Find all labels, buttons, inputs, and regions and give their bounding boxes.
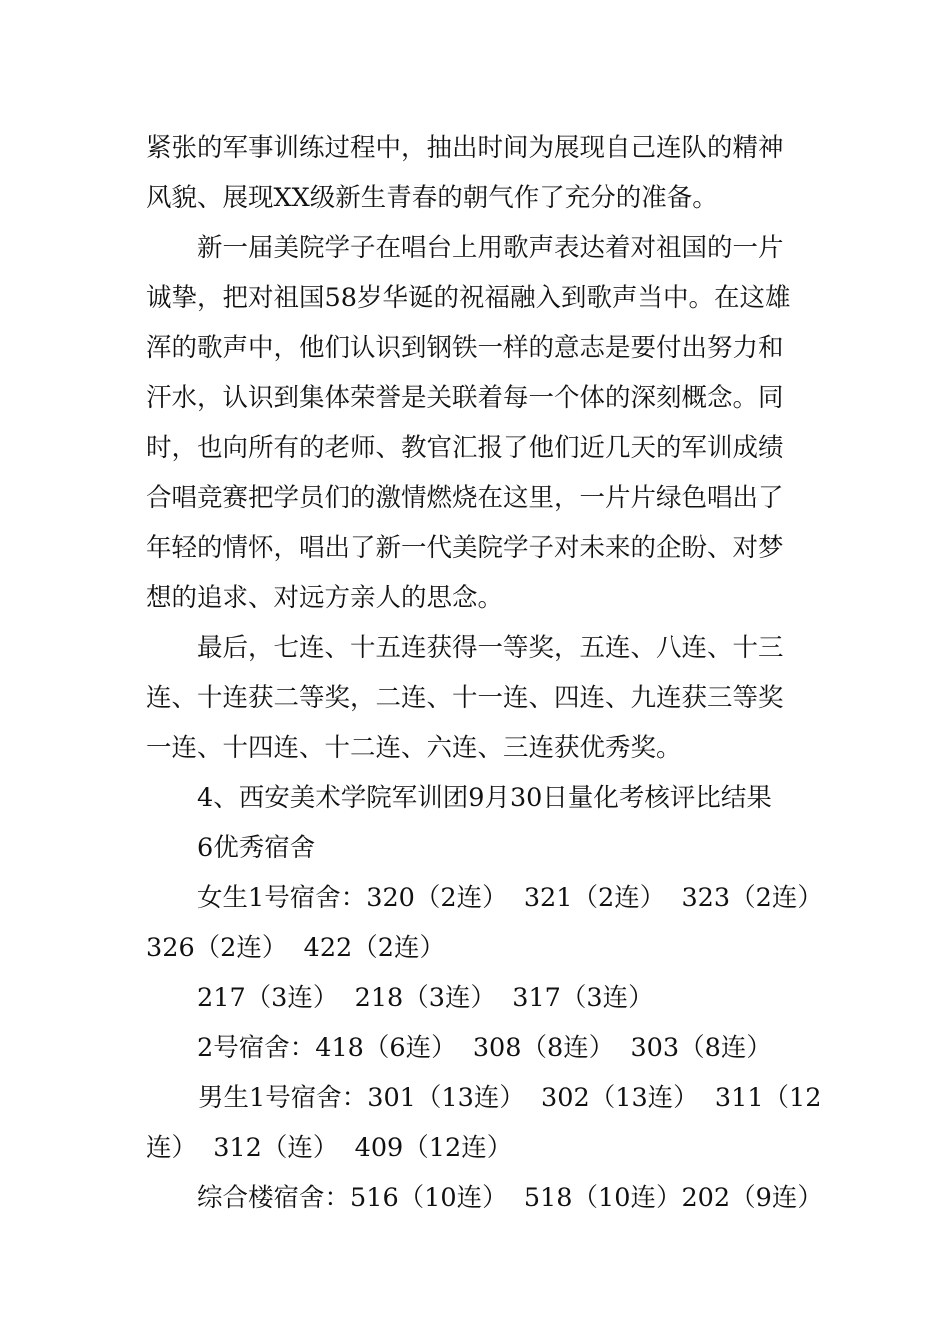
paragraph-start: 新一届美院学子在唱台上用歌声表达着对祖国的一片 <box>197 233 784 263</box>
document-page <box>146 123 823 1223</box>
dorm-list-item: 男生1号宿舍：301（13连） 302（13连） 311（12 <box>198 1083 822 1113</box>
dorm-list-continuation: 连） 312（连） 409（12连） <box>146 1133 513 1163</box>
subsection-heading: 6优秀宿舍 <box>197 833 316 863</box>
text-line: 想的追求、对远方亲人的思念。 <box>146 583 504 613</box>
section-heading: 4、西安美术学院军训团9月30日量化考核评比结果 <box>197 783 772 813</box>
dorm-list-continuation: 326（2连） 422（2连） <box>146 933 446 963</box>
text-line: 年轻的情怀，唱出了新一代美院学子对未来的企盼、对梦 <box>146 533 784 563</box>
text-line: 风貌、展现XX级新生青春的朝气作了充分的准备。 <box>146 183 718 213</box>
text-line: 紧张的军事训练过程中，抽出时间为展现自己连队的精神 <box>146 133 784 163</box>
dorm-list-item: 217（3连） 218（3连） 317（3连） <box>197 983 654 1013</box>
text-line: 合唱竞赛把学员们的激情燃烧在这里，一片片绿色唱出了 <box>146 483 784 513</box>
text-line: 时，也向所有的老师、教官汇报了他们近几天的军训成绩 <box>146 433 784 463</box>
text-line: 一连、十四连、十二连、六连、三连获优秀奖。 <box>146 733 682 763</box>
text-line: 浑的歌声中，他们认识到钢铁一样的意志是要付出努力和 <box>146 333 784 363</box>
text-line: 汗水，认识到集体荣誉是关联着每一个体的深刻概念。同 <box>146 383 784 413</box>
paragraph-start: 最后，七连、十五连获得一等奖，五连、八连、十三 <box>197 633 784 663</box>
dorm-list-item: 女生1号宿舍：320（2连） 321（2连） 323（2连） <box>197 883 823 913</box>
text-line: 连、十连获二等奖，二连、十一连、四连、九连获三等奖 <box>146 683 784 713</box>
text-line: 诚挚，把对祖国58岁华诞的祝福融入到歌声当中。在这雄 <box>146 283 791 313</box>
dorm-list-item: 2号宿舍：418（6连） 308（8连） 303（8连） <box>197 1033 772 1063</box>
dorm-list-item: 综合楼宿舍：516（10连） 518（10连）202（9连） <box>197 1183 823 1213</box>
